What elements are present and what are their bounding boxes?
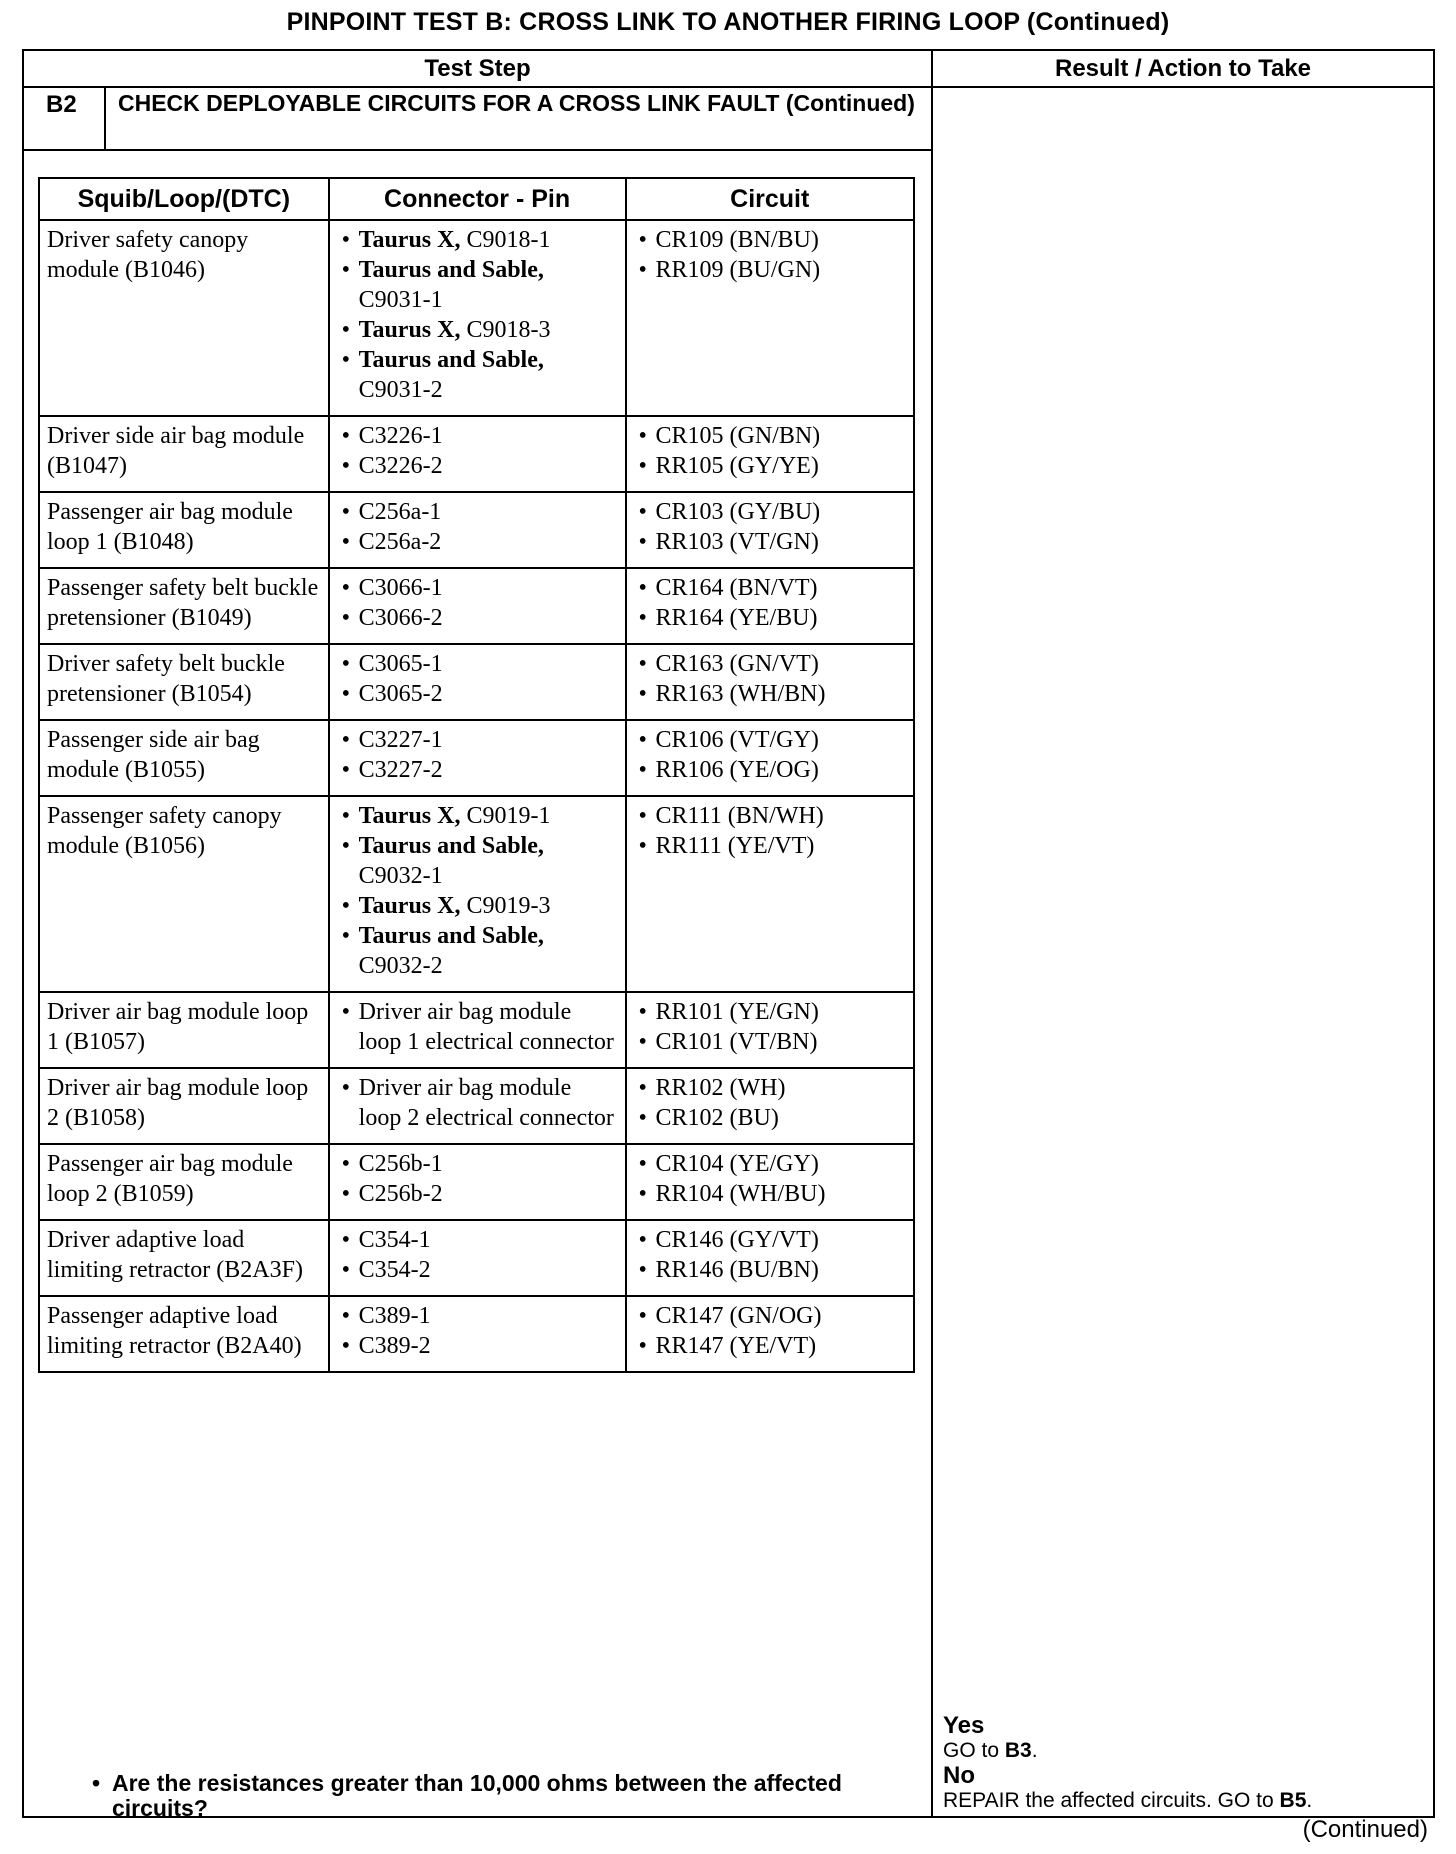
- circuit-item: • RR104 (WH/BU): [634, 1179, 908, 1209]
- column-header-connector: Connector - Pin: [329, 178, 626, 220]
- circuit-list: [634, 1149, 908, 1209]
- connector-pin-item: [337, 921, 619, 981]
- connector-pin-item: [337, 421, 619, 451]
- connector-pin-text: C3066-1: [358, 575, 443, 601]
- connector-pin-item: [337, 1301, 619, 1331]
- vehicle-model-label: Taurus X,: [358, 803, 461, 829]
- table-row: [39, 1068, 914, 1144]
- circuit-list: [634, 649, 908, 709]
- test-question: [92, 1770, 912, 1821]
- connector-pin-list: [337, 497, 619, 557]
- connector-pin-item: [337, 831, 619, 891]
- squib-loop-dtc-cell: Driver side air bag module (B1047): [39, 416, 329, 492]
- squib-loop-dtc-cell: Driver safety belt buckle pretensioner (B1054): [39, 644, 329, 720]
- table-row: [39, 568, 914, 644]
- result-yes-label: Yes: [943, 1712, 985, 1739]
- squib-loop-dtc-cell: Passenger air bag module loop 1 (B1048): [39, 492, 329, 568]
- circuit-list: [634, 801, 908, 861]
- vehicle-model-label: Taurus X,: [358, 893, 461, 919]
- circuit-item: • CR147 (GN/OG): [634, 1301, 908, 1331]
- result-no: [943, 1763, 1423, 1813]
- connector-pin-text: C3066-2: [358, 605, 443, 631]
- squib-loop-dtc-cell: Driver safety canopy module (B1046): [39, 220, 329, 416]
- connector-pin-list: [337, 421, 619, 481]
- connector-pin-cell: [329, 220, 626, 416]
- circuit-item: • CR101 (VT/BN): [634, 1027, 908, 1057]
- result-action-header: Result / Action to Take: [1054, 55, 1312, 82]
- circuit-item: • RR101 (YE/GN): [634, 997, 908, 1027]
- circuit-cell: [626, 1296, 915, 1372]
- circuit-cell: [626, 1144, 915, 1220]
- connector-pin-text: C256a-1: [358, 499, 442, 525]
- circuit-item: • RR147 (YE/VT): [634, 1331, 908, 1361]
- connector-pin-text: C256a-2: [358, 529, 442, 555]
- table-row: [39, 720, 914, 796]
- circuit-cell: [626, 1220, 915, 1296]
- connector-pin-text: C9018-3: [460, 317, 551, 343]
- connector-pin-cell: [329, 416, 626, 492]
- circuit-item: • CR164 (BN/VT): [634, 573, 908, 603]
- table-row: [39, 416, 914, 492]
- table-row: [39, 992, 914, 1068]
- circuit-item: • CR106 (VT/GY): [634, 725, 908, 755]
- circuit-item: • CR146 (GY/VT): [634, 1225, 908, 1255]
- question-text: Are the resistances greater than 10,000 ohms between the affected circuits?: [112, 1770, 842, 1821]
- squib-loop-dtc-cell: Passenger safety belt buckle pretensioner (B1049): [39, 568, 329, 644]
- circuit-cell: [626, 992, 915, 1068]
- circuit-list: [634, 997, 908, 1057]
- connector-pin-cell: [329, 1296, 626, 1372]
- connector-pin-item: [337, 255, 619, 315]
- continued-note: (Continued): [1302, 1816, 1428, 1843]
- step-heading: [24, 88, 931, 151]
- table-row: [39, 796, 914, 992]
- column-header-squib: Squib/Loop/(DTC): [39, 178, 329, 220]
- circuit-item: • CR103 (GY/BU): [634, 497, 908, 527]
- connector-pin-cell: [329, 568, 626, 644]
- circuit-item: • CR102 (BU): [634, 1103, 908, 1133]
- circuit-list: [634, 725, 908, 785]
- connector-pin-list: [337, 1225, 619, 1285]
- circuit-item: • RR105 (GY/YE): [634, 451, 908, 481]
- circuit-item: • RR146 (BU/BN): [634, 1255, 908, 1285]
- connector-pin-text: C9031-2: [358, 377, 443, 403]
- circuit-cell: [626, 644, 915, 720]
- table-row: [39, 1144, 914, 1220]
- connector-pin-list: [337, 1301, 619, 1361]
- circuit-cell: [626, 416, 915, 492]
- step-title: CHECK DEPLOYABLE CIRCUITS FOR A CROSS LINK FAULT (Continued): [118, 90, 915, 116]
- connector-pin-list: [337, 225, 619, 405]
- connector-pin-item: [337, 1225, 619, 1255]
- circuit-cell: [626, 796, 915, 992]
- circuit-item: • RR103 (VT/GN): [634, 527, 908, 557]
- connector-pin-list: [337, 573, 619, 633]
- column-divider: [931, 51, 933, 1816]
- connector-pin-item: [337, 649, 619, 679]
- connector-pin-cell: [329, 796, 626, 992]
- connector-pin-item: [337, 497, 619, 527]
- vehicle-model-label: Taurus and Sable,: [358, 347, 544, 373]
- connector-pin-text: C389-2: [358, 1333, 431, 1359]
- connector-pin-cell: [329, 1144, 626, 1220]
- connector-pin-text: C9031-1: [358, 287, 443, 313]
- connector-pin-text: Driver air bag module loop 2 electrical connector: [358, 1075, 614, 1131]
- squib-loop-dtc-cell: Driver adaptive load limiting retractor (B2A3F): [39, 1220, 329, 1296]
- connector-pin-text: C354-1: [358, 1227, 431, 1253]
- connector-pin-text: C9032-2: [358, 953, 443, 979]
- table-row: [39, 644, 914, 720]
- connector-pin-item: [337, 997, 619, 1057]
- result-no-period: .: [1306, 1789, 1313, 1812]
- step-id: B2: [24, 88, 106, 149]
- connector-pin-cell: [329, 992, 626, 1068]
- connector-pin-item: [337, 891, 619, 921]
- vehicle-model-label: Taurus X,: [358, 317, 461, 343]
- circuit-table-body: [39, 220, 914, 1372]
- connector-pin-item: [337, 1179, 619, 1209]
- connector-pin-list: [337, 997, 619, 1057]
- circuit-list: [634, 1225, 908, 1285]
- circuit-cell: [626, 568, 915, 644]
- connector-pin-item: [337, 315, 619, 345]
- circuit-item: • RR163 (WH/BN): [634, 679, 908, 709]
- circuit-cell: [626, 1068, 915, 1144]
- result-yes: [943, 1713, 1423, 1763]
- circuit-list: [634, 1301, 908, 1361]
- connector-pin-text: C9018-1: [460, 227, 551, 253]
- connector-pin-text: C389-1: [358, 1303, 431, 1329]
- circuit-item: • CR104 (YE/GY): [634, 1149, 908, 1179]
- squib-loop-dtc-cell: Passenger adaptive load limiting retractor (B2A40): [39, 1296, 329, 1372]
- pinpoint-test-table: [22, 49, 1435, 1821]
- connector-pin-text: C3065-1: [358, 651, 443, 677]
- circuit-item: • CR105 (GN/BN): [634, 421, 908, 451]
- connector-pin-text: Driver air bag module loop 1 electrical connector: [358, 999, 614, 1055]
- connector-pin-text: C354-2: [358, 1257, 431, 1283]
- squib-loop-dtc-cell: Passenger side air bag module (B1055): [39, 720, 329, 796]
- squib-loop-dtc-cell: Passenger safety canopy module (B1056): [39, 796, 329, 992]
- result-no-text: REPAIR the affected circuits. GO to: [943, 1789, 1280, 1812]
- connector-pin-item: [337, 755, 619, 785]
- connector-pin-item: [337, 451, 619, 481]
- connector-pin-list: [337, 1149, 619, 1209]
- page-title: PINPOINT TEST B: CROSS LINK TO ANOTHER FIRING LOOP (Continued): [286, 8, 1170, 36]
- table-row: [39, 492, 914, 568]
- circuit-table-header-row: [39, 178, 914, 220]
- vehicle-model-label: Taurus X,: [358, 227, 461, 253]
- vehicle-model-label: Taurus and Sable,: [358, 833, 544, 859]
- connector-pin-list: [337, 1073, 619, 1133]
- connector-pin-list: [337, 801, 619, 981]
- connector-pin-item: [337, 573, 619, 603]
- connector-pin-item: [337, 345, 619, 405]
- connector-pin-item: [337, 603, 619, 633]
- vehicle-model-label: Taurus and Sable,: [358, 923, 544, 949]
- circuit-item: • RR102 (WH): [634, 1073, 908, 1103]
- circuit-list: [634, 421, 908, 481]
- connector-pin-text: C9032-1: [358, 863, 443, 889]
- circuit-item: • CR109 (BN/BU): [634, 225, 908, 255]
- circuit-item: • RR111 (YE/VT): [634, 831, 908, 861]
- connector-pin-list: [337, 649, 619, 709]
- connector-pin-text: C256b-1: [358, 1151, 443, 1177]
- test-step-header: Test Step: [424, 55, 531, 82]
- result-yes-period: .: [1031, 1739, 1038, 1762]
- circuit-item: • CR163 (GN/VT): [634, 649, 908, 679]
- connector-pin-item: [337, 679, 619, 709]
- connector-pin-item: [337, 1255, 619, 1285]
- connector-pin-text: C3227-2: [358, 757, 443, 783]
- circuit-item: • RR106 (YE/OG): [634, 755, 908, 785]
- connector-pin-cell: [329, 720, 626, 796]
- table-row: [39, 1296, 914, 1372]
- connector-pin-item: [337, 225, 619, 255]
- squib-loop-dtc-cell: Driver air bag module loop 1 (B1057): [39, 992, 329, 1068]
- connector-pin-item: [337, 725, 619, 755]
- connector-pin-cell: [329, 1220, 626, 1296]
- circuit-cell: [626, 492, 915, 568]
- circuit-cell: [626, 220, 915, 416]
- result-yes-text: GO to: [943, 1739, 1005, 1762]
- vehicle-model-label: Taurus and Sable,: [358, 257, 544, 283]
- circuit-table: [38, 177, 915, 1373]
- circuit-list: [634, 1073, 908, 1133]
- circuit-item: • RR164 (YE/BU): [634, 603, 908, 633]
- connector-pin-cell: [329, 492, 626, 568]
- circuit-item: • CR111 (BN/WH): [634, 801, 908, 831]
- connector-pin-text: C3226-2: [358, 453, 443, 479]
- result-no-label: No: [943, 1762, 975, 1789]
- connector-pin-cell: [329, 644, 626, 720]
- circuit-list: [634, 497, 908, 557]
- connector-pin-text: C3065-2: [358, 681, 443, 707]
- connector-pin-text: C3226-1: [358, 423, 443, 449]
- circuit-cell: [626, 720, 915, 796]
- connector-pin-item: [337, 1149, 619, 1179]
- result-yes-step-link[interactable]: B3: [1004, 1739, 1032, 1762]
- squib-loop-dtc-cell: Passenger air bag module loop 2 (B1059): [39, 1144, 329, 1220]
- connector-pin-item: [337, 1331, 619, 1361]
- squib-loop-dtc-cell: Driver air bag module loop 2 (B1058): [39, 1068, 329, 1144]
- circuit-list: [634, 573, 908, 633]
- connector-pin-list: [337, 725, 619, 785]
- connector-pin-item: [337, 801, 619, 831]
- table-row: [39, 220, 914, 416]
- table-row: [39, 1220, 914, 1296]
- connector-pin-item: [337, 1073, 619, 1133]
- circuit-item: • RR109 (BU/GN): [634, 255, 908, 285]
- connector-pin-item: [337, 527, 619, 557]
- connector-pin-cell: [329, 1068, 626, 1144]
- column-header-circuit: Circuit: [626, 178, 915, 220]
- result-no-step-link[interactable]: B5: [1279, 1789, 1307, 1812]
- connector-pin-text: C9019-3: [460, 893, 551, 919]
- question-bullet: •: [92, 1770, 101, 1796]
- connector-pin-text: C256b-2: [358, 1181, 443, 1207]
- connector-pin-text: C9019-1: [460, 803, 551, 829]
- connector-pin-text: C3227-1: [358, 727, 443, 753]
- circuit-list: [634, 225, 908, 285]
